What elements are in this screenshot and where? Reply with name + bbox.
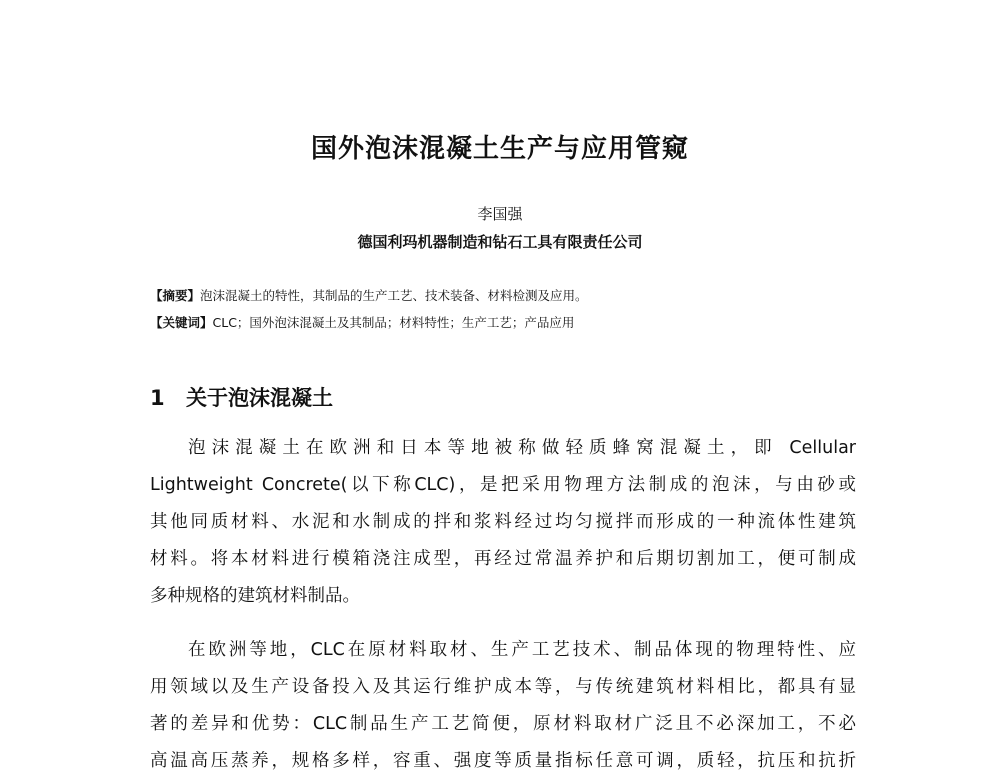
paragraph-line: Lightweight Concrete(以下称CLC)，是把采用物理方法制成的泡沫，与由砂或 (150, 475, 856, 495)
paragraph (150, 632, 856, 780)
keywords-text: CLC；国外泡沫混凝土及其制品；材料特性；生产工艺；产品应用 (212, 315, 575, 330)
section-title: 关于泡沫混凝土 (186, 386, 333, 410)
author-name: 李国强 (477, 205, 523, 223)
keywords (150, 313, 870, 331)
abstract-text: 泡沫混凝土的特性，其制品的生产工艺、技术装备、材料检测及应用。 (200, 288, 588, 303)
paragraph-line: 高温高压蒸养，规格多样，容重、强度等质量指标任意可调，质轻，抗压和抗折 (150, 751, 856, 771)
paragraph-line: 用领域以及生产设备投入及其运行维护成本等，与传统建筑材料相比，都具有显 (150, 677, 856, 697)
paragraph-line: 多种规格的建筑材料制品。 (150, 586, 360, 606)
paper-title: 国外泡沫混凝土生产与应用管窥 (310, 134, 689, 164)
paragraph-line: 泡沫混凝土在欧洲和日本等地被称做轻质蜂窝混凝土，即 Cellular (188, 438, 856, 458)
author-affiliation: 德国利玛机器制造和钻石工具有限责任公司 (357, 233, 643, 251)
paragraph-line: 其他同质材料、水泥和水制成的拌和浆料经过均匀搅拌而形成的一种流体性建筑 (150, 512, 856, 532)
paragraph-line: 著的差异和优势：CLC制品生产工艺简便，原材料取材广泛且不必深加工，不必 (150, 714, 856, 734)
paragraph-line: 材料。将本材料进行模箱浇注成型，再经过常温养护和后期切割加工，便可制成 (150, 549, 856, 569)
paragraph (150, 430, 856, 615)
paragraph-line: 在欧洲等地，CLC在原材料取材、生产工艺技术、制品体现的物理特性、应 (188, 640, 856, 660)
section-heading (150, 382, 333, 412)
abstract (150, 286, 870, 304)
keywords-label: 【关键词】 (150, 315, 213, 330)
section-number: 1 (150, 386, 165, 410)
abstract-label: 【摘要】 (150, 288, 201, 303)
